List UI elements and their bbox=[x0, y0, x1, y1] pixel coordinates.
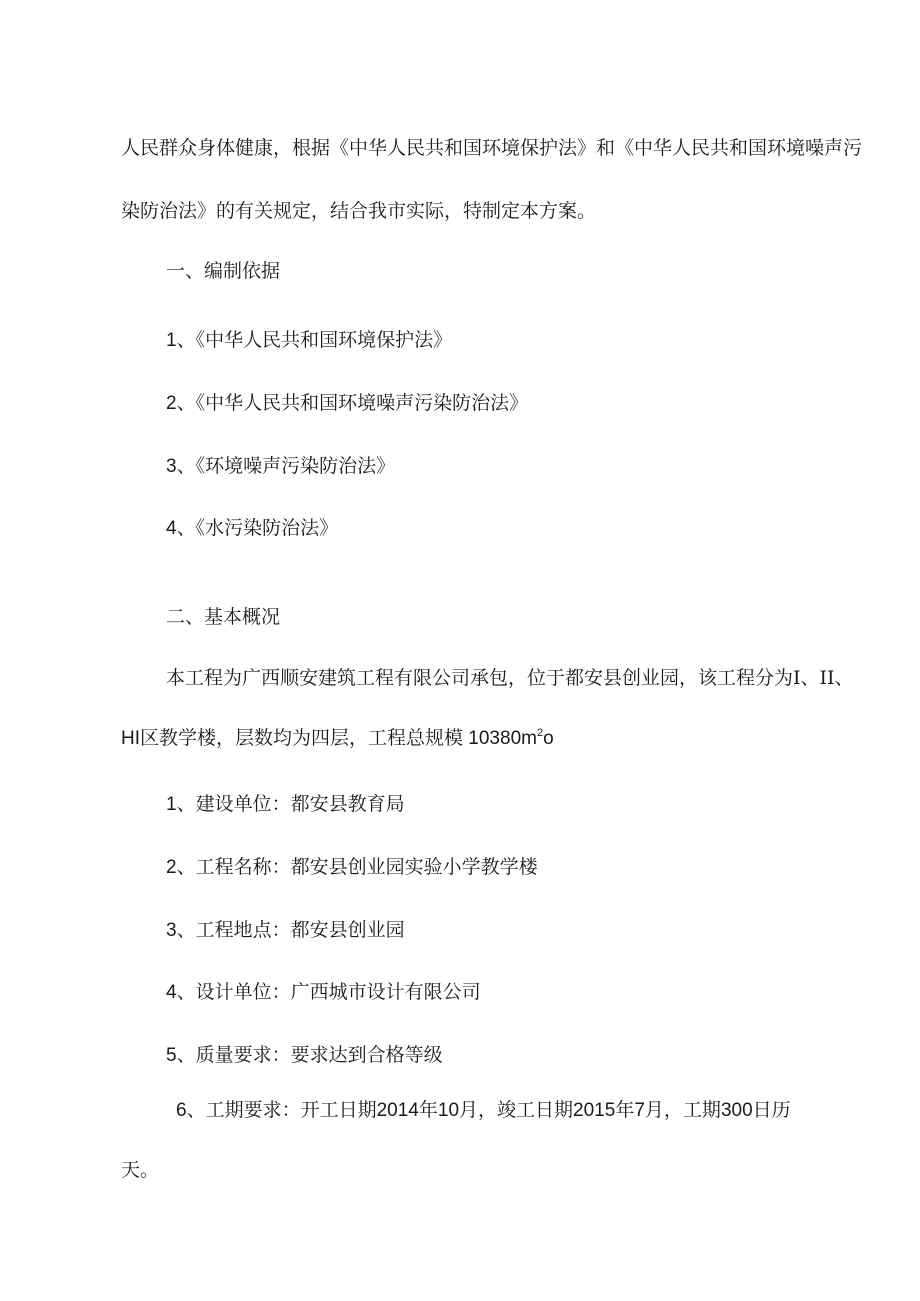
duration-days: 300 bbox=[720, 1100, 753, 1121]
overview-item-number: 1 bbox=[166, 794, 177, 815]
overview-item-text: 、质量要求：要求达到合格等级 bbox=[176, 1044, 443, 1066]
section-heading-overview: 二、基本概况 bbox=[166, 606, 281, 628]
overview-item-number: 4 bbox=[166, 982, 177, 1003]
overview-item-text: 、设计单位：广西城市设计有限公司 bbox=[176, 981, 481, 1003]
intro-line-2: 染防治法》的有关规定，结合我市实际，特制定本方案。 bbox=[121, 200, 597, 222]
overview-item-number: 6 bbox=[176, 1100, 187, 1121]
basis-item-text: 、《水污染防治法》 bbox=[176, 517, 339, 539]
basis-item-number: 1 bbox=[166, 330, 177, 351]
overview-item-4 bbox=[166, 980, 481, 1005]
basis-item-text: 、《中华人民共和国环境保护法》 bbox=[176, 329, 453, 351]
basis-item-number: 2 bbox=[166, 393, 177, 414]
start-year: 2014 bbox=[376, 1100, 419, 1121]
overview-para-line-2 bbox=[121, 726, 554, 751]
basis-item-2 bbox=[166, 391, 528, 416]
zone-label: HI bbox=[121, 728, 140, 749]
overview-item-text: 、工程地点：都安县创业园 bbox=[176, 919, 405, 941]
section-heading-basis: 一、编制依据 bbox=[166, 260, 281, 282]
intro-line-1: 人民群众身体健康，根据《中华人民共和国环境保护法》和《中华人民共和国环境噪声污 bbox=[121, 137, 863, 159]
overview-item-2 bbox=[166, 855, 538, 880]
overview-item-6: 6、工期要求：开工日期2014年10月，竣工日期2015年7月，工期300日历 bbox=[176, 1099, 791, 1121]
overview-item-number: 2 bbox=[166, 857, 177, 878]
overview-item-5 bbox=[166, 1043, 443, 1068]
start-month: 10 bbox=[437, 1100, 460, 1121]
basis-item-number: 3 bbox=[166, 456, 177, 477]
overview-para-line-1: 本工程为广西顺安建筑工程有限公司承包，位于都安县创业园，该工程分为I、II、 bbox=[166, 667, 854, 689]
overview-item-6-continuation: 天。 bbox=[121, 1159, 160, 1181]
overview-item-number: 5 bbox=[166, 1045, 177, 1066]
overview-item-text: 、工程名称：都安县创业园实验小学教学楼 bbox=[176, 856, 538, 878]
basis-item-4 bbox=[166, 516, 338, 541]
end-month: 7 bbox=[634, 1100, 645, 1121]
basis-item-1 bbox=[166, 328, 452, 353]
basis-item-3 bbox=[166, 454, 395, 479]
overview-item-1 bbox=[166, 792, 405, 817]
basis-item-number: 4 bbox=[166, 518, 177, 539]
overview-item-3 bbox=[166, 918, 405, 943]
basis-item-text: 、《中华人民共和国环境噪声污染防治法》 bbox=[176, 392, 529, 414]
end-year: 2015 bbox=[573, 1100, 616, 1121]
overview-text: 区教学楼，层数均为四层，工程总规模 bbox=[140, 727, 464, 749]
total-area-value: $10380m^2o$ bbox=[468, 727, 554, 749]
overview-item-number: 3 bbox=[166, 920, 177, 941]
overview-item-text: 、建设单位：都安县教育局 bbox=[176, 793, 405, 815]
basis-item-text: 、《环境噪声污染防治法》 bbox=[176, 455, 396, 477]
